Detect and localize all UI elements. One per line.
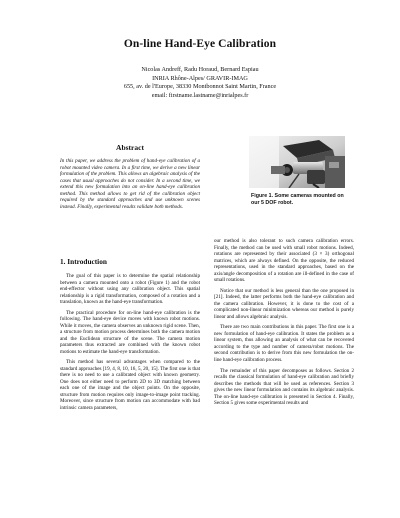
paper-title: On-line Hand-Eye Calibration [123,38,277,50]
intro-paragraph: This method has several advantages when compared to the standard approaches [19, 4, 8, 10, 16, 5, 20, 15]. The first one is that there is no need to use a calibrated object with known geometry. One does not either need to perform 2D to 3D matching between each one of the image and the object points. On the opposite, structure from motion requires only image-to-image point tracking. Moreover, since structure from motion can accommodate with bad intrinsic camera parameters, [60,359,200,411]
abstract-heading: Abstract [116,143,144,152]
abstract-text: In this paper, we address the problem of hand-eye calibration of a robot mounted video camera. In a first time, we derive a new linear formulation of the problem. This allows an algebraic analysis of the cases that usual approaches do not consider. In a second time, we extend this new formulation into an on-line hand-eye calibration method. This method allows to get rid of the calibration object required by the standard approaches and use unknown scenes instead. Finally, experimental results validate both methods. [60,158,200,210]
figure-caption: Figure 1. Some cameras mounted on our 5 DOF robot. [251,193,344,206]
right-column [214,238,354,411]
address: 655, av. de l'Europe, 38330 Montbonnot Saint Martin, France [123,83,277,91]
left-column [60,257,200,416]
affiliation: INRIA Rhône-Alpes/ GRAVIR-IMAG [152,74,248,82]
body-paragraph: The remainder of this paper decomposes as follows. Section 2 recalls the classical formulation of hand-eye calibration and briefly describes the methods that will be used as references. Section 3 gives the new linear formulation and contains its algebraic analysis. The on-line hand-eye calibration is presented in Section 4. Finally, Section 5 gives some experimental results and [214,367,354,407]
intro-paragraph: The practical procedure for on-line hand-eye calibration is the following. The hand-eye device moves with known robot motions. While it moves, the camera observes an unknown rigid scene. Then, a structure from motion process determines both the camera motion and the Euclidean structure of the scene. The camera motion parameters thus extracted are combined with the known robot motions to estimate the hand-eye transformation. [60,309,200,355]
author-names: Nicolas Andreff, Radu Horaud, Bernard Espiau [141,66,259,73]
section-heading-introduction: 1. Introduction [60,257,107,266]
body-paragraph: our method is also tolerant to such camera calibration errors. Finally, the method can be used with small robot motions. Indeed, rotations are represented by their associated (3 × 3) orthogonal matrices, which are always defined. On the opposite, the reduced representations, used in the standard approaches, based on the axis/angle decomposition of a rotation are ill-defined in the case of small rotations. [214,238,354,284]
intro-paragraph: The goal of this paper is to determine the spatial relationship between a camera mounted onto a robot (Figure 1) and the robot end-effector without using any calibration object. This spatial relationship is a rigid transformation, composed of a rotation and a translation, known as the hand-eye transformation. [60,273,200,306]
body-paragraph: Notice that our method is less general than the one proposed in [21]. Indeed, the latter performs both the hand-eye calibration and the camera calibration. However, it is done to the cost of a complicated non-linear minimization whereas our method is purely linear and allows algebraic analysis. [214,287,354,320]
robot-camera-illustration [249,136,345,188]
robot-camera-photo [249,136,345,188]
email: email: firstname.lastname@inrialpes.fr [151,91,249,99]
body-paragraph: There are two main contributions in this paper. The first one is a new formulation of hand-eye calibration. It states the problem as a linear system, thus allowing an analysis of what can be recovered according to the type and number of camera/robot motions. The second contribution is to derive from this new formulation the on-line hand-eye calibration process. [214,324,354,363]
author-block [0,66,400,100]
